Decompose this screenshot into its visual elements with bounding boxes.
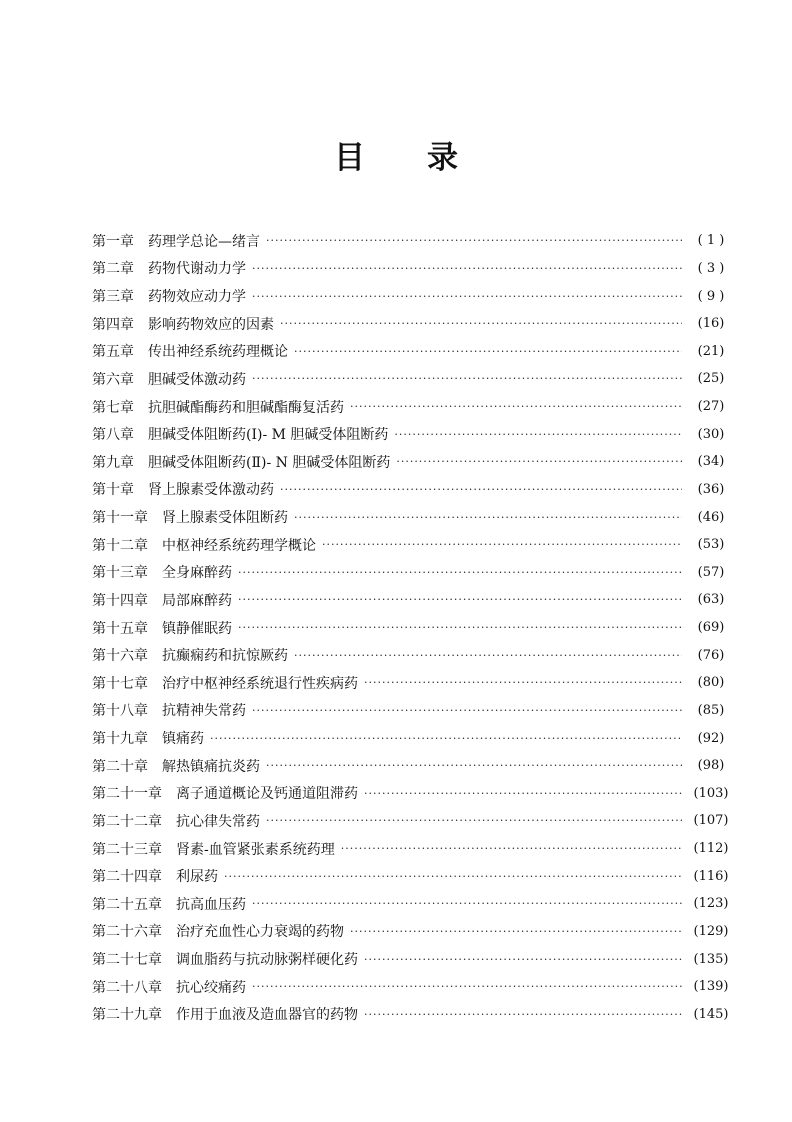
chapter-title: 抗高血压药 bbox=[176, 896, 246, 913]
toc-entry[interactable] bbox=[92, 476, 732, 504]
chapter-label: 第二十九章 bbox=[92, 1007, 162, 1024]
chapter-label: 第七章 bbox=[92, 399, 134, 416]
page-number: (69) bbox=[697, 620, 725, 636]
page-number: (98) bbox=[697, 758, 725, 774]
page-number: (103) bbox=[693, 785, 729, 801]
page-number: (107) bbox=[693, 813, 729, 829]
chapter-title: 抗胆碱酯酶药和胆碱酯酶复活药 bbox=[148, 399, 344, 416]
chapter-title: 胆碱受体阻断药(Ⅱ)- N 胆碱受体阻断药 bbox=[148, 454, 391, 471]
dot-leader bbox=[252, 262, 682, 275]
page-number: (85) bbox=[697, 702, 725, 718]
toc-entry[interactable] bbox=[92, 890, 732, 918]
chapter-label: 第五章 bbox=[92, 344, 134, 361]
dot-leader bbox=[364, 676, 682, 689]
chapter-label: 第六章 bbox=[92, 371, 134, 388]
chapter-title: 利尿药 bbox=[176, 869, 218, 886]
toc-entry[interactable] bbox=[92, 724, 732, 752]
chapter-title: 药物效应动力学 bbox=[148, 289, 246, 306]
page-number: ( 9 ) bbox=[697, 288, 725, 304]
chapter-label: 第十三章 bbox=[92, 565, 148, 582]
dot-leader bbox=[210, 732, 682, 745]
page-number: (129) bbox=[693, 923, 729, 939]
chapter-label: 第八章 bbox=[92, 427, 134, 444]
chapter-label: 第二十七章 bbox=[92, 952, 162, 969]
chapter-title: 药理学总论—绪言 bbox=[148, 233, 260, 250]
toc-entry[interactable] bbox=[92, 282, 732, 310]
chapter-title: 肾上腺素受体激动药 bbox=[148, 482, 274, 499]
page-number: (21) bbox=[697, 343, 725, 359]
page-number: (116) bbox=[693, 868, 729, 884]
chapter-label: 第十五章 bbox=[92, 620, 148, 637]
chapter-title: 肾素-血管紧张素系统药理 bbox=[176, 841, 335, 858]
toc-entry[interactable] bbox=[92, 586, 732, 614]
dot-leader bbox=[294, 345, 682, 358]
page-number: (27) bbox=[697, 399, 725, 415]
chapter-title: 作用于血液及造血器官的药物 bbox=[176, 1007, 358, 1024]
page-number: (112) bbox=[693, 841, 729, 857]
dot-leader bbox=[280, 483, 682, 496]
toc-entry[interactable] bbox=[92, 973, 732, 1001]
dot-leader bbox=[252, 290, 682, 303]
toc-entry[interactable] bbox=[92, 503, 732, 531]
dot-leader bbox=[396, 455, 682, 468]
chapter-title: 治疗中枢神经系统退行性疾病药 bbox=[162, 675, 358, 692]
toc-entry[interactable] bbox=[92, 614, 732, 642]
dot-leader bbox=[238, 566, 682, 579]
toc-entry[interactable] bbox=[92, 835, 732, 863]
chapter-label: 第二章 bbox=[92, 261, 134, 278]
dot-leader bbox=[350, 925, 682, 938]
toc-entry[interactable] bbox=[92, 918, 732, 946]
page-title bbox=[0, 132, 792, 177]
chapter-label: 第二十六章 bbox=[92, 924, 162, 941]
page-number: (46) bbox=[697, 509, 725, 525]
chapter-label: 第二十五章 bbox=[92, 896, 162, 913]
dot-leader bbox=[394, 428, 682, 441]
page-number: (76) bbox=[697, 647, 725, 663]
toc-entry[interactable] bbox=[92, 365, 732, 393]
chapter-title: 全身麻醉药 bbox=[162, 565, 232, 582]
dot-leader bbox=[252, 897, 682, 910]
chapter-title: 传出神经系统药理概论 bbox=[148, 344, 288, 361]
chapter-label: 第三章 bbox=[92, 289, 134, 306]
toc-entry[interactable] bbox=[92, 531, 732, 559]
page-number: (92) bbox=[697, 730, 725, 746]
toc-entry[interactable] bbox=[92, 393, 732, 421]
chapter-label: 第二十三章 bbox=[92, 841, 162, 858]
page-number: (30) bbox=[697, 426, 725, 442]
dot-leader bbox=[224, 870, 682, 883]
chapter-label: 第十四章 bbox=[92, 592, 148, 609]
chapter-label: 第二十章 bbox=[92, 758, 148, 775]
toc-entry[interactable] bbox=[92, 559, 732, 587]
page-number: (25) bbox=[697, 371, 725, 387]
chapter-label: 第二十四章 bbox=[92, 869, 162, 886]
table-of-contents bbox=[92, 227, 732, 1028]
dot-leader bbox=[294, 649, 682, 662]
page-number: (57) bbox=[697, 564, 725, 580]
dot-leader bbox=[364, 787, 682, 800]
chapter-title: 调血脂药与抗动脉粥样硬化药 bbox=[176, 952, 358, 969]
toc-entry[interactable] bbox=[92, 310, 732, 338]
dot-leader bbox=[364, 1008, 682, 1021]
dot-leader bbox=[252, 372, 682, 385]
chapter-label: 第十九章 bbox=[92, 731, 148, 748]
page-number: ( 3 ) bbox=[697, 260, 725, 276]
dot-leader bbox=[252, 980, 682, 993]
toc-entry[interactable] bbox=[92, 641, 732, 669]
toc-entry[interactable] bbox=[92, 1001, 732, 1029]
chapter-title: 离子通道概论及钙通道阻滞药 bbox=[176, 786, 358, 803]
chapter-title: 胆碱受体阻断药(Ⅰ)- M 胆碱受体阻断药 bbox=[148, 427, 389, 444]
chapter-title: 中枢神经系统药理学概论 bbox=[162, 537, 316, 554]
toc-entry[interactable] bbox=[92, 420, 732, 448]
page-number: (36) bbox=[697, 481, 725, 497]
dot-leader bbox=[238, 621, 682, 634]
page-number: (16) bbox=[697, 316, 725, 332]
page-number: (123) bbox=[693, 896, 729, 912]
dot-leader bbox=[238, 593, 682, 606]
dot-leader bbox=[266, 759, 682, 772]
page-number: (53) bbox=[697, 537, 725, 553]
dot-leader bbox=[322, 538, 682, 551]
chapter-title: 抗癫痫药和抗惊厥药 bbox=[162, 648, 288, 665]
dot-leader bbox=[294, 511, 682, 524]
page-number: (139) bbox=[693, 979, 729, 995]
toc-entry[interactable] bbox=[92, 862, 732, 890]
dot-leader bbox=[350, 400, 682, 413]
dot-leader bbox=[252, 704, 682, 717]
toc-entry[interactable] bbox=[92, 697, 732, 725]
page-number: (63) bbox=[697, 592, 725, 608]
chapter-label: 第十八章 bbox=[92, 703, 148, 720]
toc-entry[interactable] bbox=[92, 255, 732, 283]
toc-entry[interactable] bbox=[92, 807, 732, 835]
chapter-label: 第十六章 bbox=[92, 648, 148, 665]
page-number: ( 1 ) bbox=[697, 233, 725, 249]
toc-entry[interactable] bbox=[92, 669, 732, 697]
toc-entry[interactable] bbox=[92, 338, 732, 366]
chapter-title: 局部麻醉药 bbox=[162, 592, 232, 609]
chapter-label: 第二十二章 bbox=[92, 813, 162, 830]
page-number: (34) bbox=[697, 454, 725, 470]
chapter-label: 第十章 bbox=[92, 482, 134, 499]
chapter-title: 影响药物效应的因素 bbox=[148, 316, 274, 333]
chapter-label: 第二十一章 bbox=[92, 786, 162, 803]
dot-leader bbox=[266, 814, 682, 827]
chapter-title: 解热镇痛抗炎药 bbox=[162, 758, 260, 775]
chapter-title: 肾上腺素受体阻断药 bbox=[162, 510, 288, 527]
dot-leader bbox=[341, 842, 682, 855]
page-number: (80) bbox=[697, 675, 725, 691]
page-number: (135) bbox=[693, 951, 729, 967]
chapter-label: 第十一章 bbox=[92, 510, 148, 527]
chapter-label: 第一章 bbox=[92, 233, 134, 250]
chapter-label: 第九章 bbox=[92, 454, 134, 471]
dot-leader bbox=[280, 317, 682, 330]
chapter-title: 药物代谢动力学 bbox=[148, 261, 246, 278]
chapter-title: 胆碱受体激动药 bbox=[148, 371, 246, 388]
chapter-label: 第十七章 bbox=[92, 675, 148, 692]
title-char-1: 目 bbox=[334, 140, 365, 176]
title-char-2: 录 bbox=[427, 140, 458, 176]
toc-entry[interactable] bbox=[92, 752, 732, 780]
chapter-title: 治疗充血性心力衰竭的药物 bbox=[176, 924, 344, 941]
chapter-label: 第十二章 bbox=[92, 537, 148, 554]
chapter-label: 第二十八章 bbox=[92, 979, 162, 996]
dot-leader bbox=[364, 953, 682, 966]
chapter-label: 第四章 bbox=[92, 316, 134, 333]
toc-entry[interactable] bbox=[92, 227, 732, 255]
toc-entry[interactable] bbox=[92, 780, 732, 808]
chapter-title: 抗心绞痛药 bbox=[176, 979, 246, 996]
dot-leader bbox=[266, 234, 682, 247]
chapter-title: 镇痛药 bbox=[162, 731, 204, 748]
toc-entry[interactable] bbox=[92, 945, 732, 973]
page-number: (145) bbox=[693, 1006, 729, 1022]
chapter-title: 抗心律失常药 bbox=[176, 813, 260, 830]
toc-entry[interactable] bbox=[92, 448, 732, 476]
chapter-title: 抗精神失常药 bbox=[162, 703, 246, 720]
chapter-title: 镇静催眠药 bbox=[162, 620, 232, 637]
